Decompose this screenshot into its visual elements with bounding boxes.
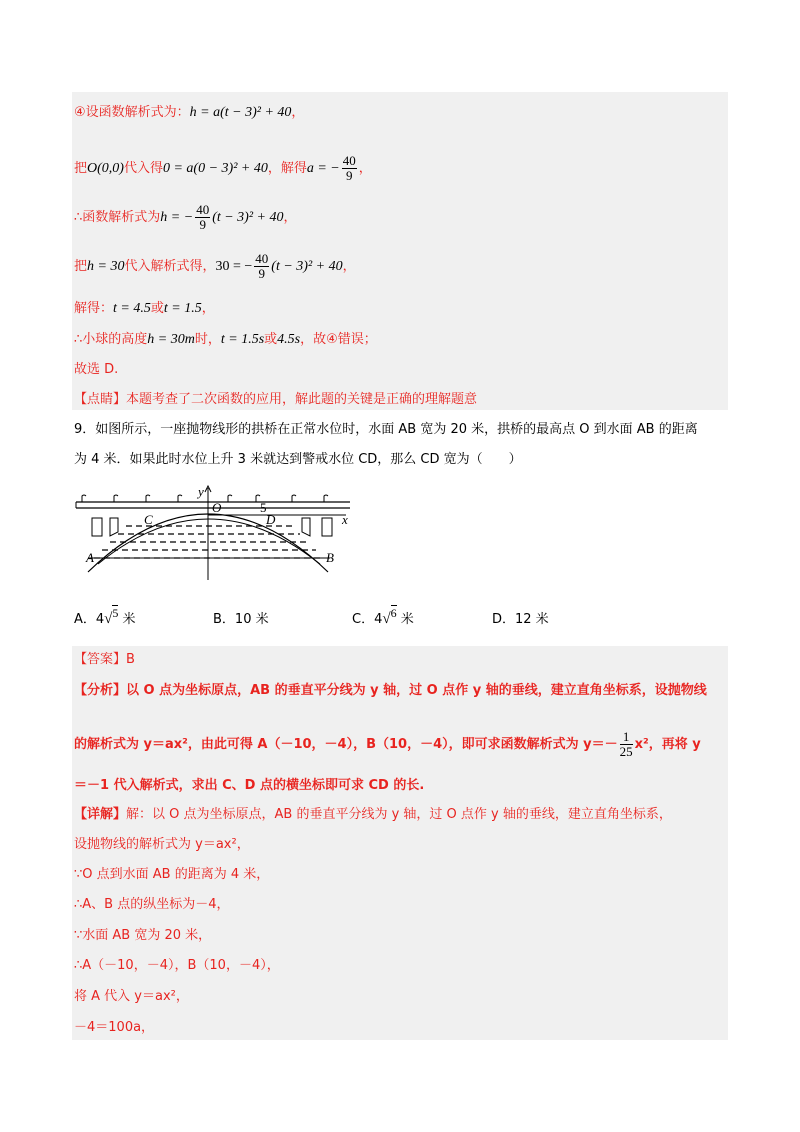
numerator: 40 — [196, 202, 210, 217]
solution-line-10: 故选 D. — [74, 362, 119, 377]
detail-line-3: ∴A、B 点的纵坐标为－4， — [74, 897, 230, 912]
key-point-tag: 【点睛】 — [74, 392, 127, 407]
text: ， — [291, 105, 305, 120]
radicand: 6 — [390, 606, 397, 620]
option-c[interactable] — [352, 608, 414, 628]
sqrt: √5 — [104, 606, 119, 627]
key-point-line — [74, 391, 477, 409]
analysis-line-3: ＝－1 代入解析式，求出 C、D 点的横坐标即可求 CD 的长. — [74, 778, 425, 793]
formula: h = a(t − 3)² + 40 — [189, 105, 292, 120]
answer-line — [74, 651, 135, 669]
label-5: 5 — [260, 500, 267, 515]
text: ，故④错误； — [300, 332, 377, 347]
analysis-text: 以 O 点为坐标原点，AB 的垂直平分线为 y 轴，过 O 点作 y 轴的垂线，建立直角坐标系，设抛物线 — [126, 683, 707, 698]
formula: t = 1.5s — [220, 332, 265, 347]
solution-line-7 — [74, 250, 356, 284]
formula: h = 30m — [147, 332, 195, 347]
text: 解得： — [74, 301, 114, 316]
text: 或 — [150, 301, 164, 316]
option-c-label: C．4 — [352, 612, 383, 627]
detail-line-5: ∴A（－10，－4），B（10，－4）， — [74, 958, 280, 973]
question-line-2: 为 4 米．如果此时水位上升 3 米就达到警戒水位 CD，那么 CD 宽为（ ） — [74, 452, 522, 467]
fraction — [620, 730, 633, 759]
text: ， — [342, 259, 356, 274]
bridge-piers — [92, 518, 332, 536]
label-B: B — [326, 550, 334, 565]
lamp-posts — [82, 495, 328, 502]
fraction — [195, 203, 210, 232]
text: 代入得 — [123, 161, 163, 176]
solution-line-4 — [74, 104, 304, 122]
denominator: 9 — [346, 168, 353, 183]
text: 把 — [74, 161, 88, 176]
formula: t = 1.5 — [163, 301, 202, 316]
option-a-label: A．4 — [74, 612, 105, 627]
formula: (t − 3)² + 40 — [271, 259, 343, 274]
option-a[interactable] — [74, 608, 136, 628]
solution-line-8 — [74, 300, 215, 318]
solution-line-9 — [74, 331, 377, 349]
text: 把 — [74, 259, 88, 274]
solution-line-5 — [74, 152, 372, 186]
detail-line-6: 将 A 代入 y＝ax²， — [74, 989, 189, 1004]
detail-line-1: 设抛物线的解析式为 y＝ax²， — [74, 837, 250, 852]
detail-line-7: －4＝100a， — [74, 1020, 155, 1035]
text: ， — [283, 210, 297, 225]
label-O: O — [212, 500, 222, 515]
bridge-figure — [70, 484, 370, 584]
label-x: x — [342, 512, 348, 527]
option-b[interactable]: B．10 米 — [213, 612, 269, 627]
text: 或 — [264, 332, 278, 347]
fraction — [254, 252, 269, 281]
numerator: 40 — [255, 251, 269, 266]
label-C: C — [144, 512, 153, 527]
formula: 4.5s — [277, 332, 301, 347]
text: 时， — [194, 332, 221, 347]
formula: 30 = − — [215, 259, 253, 274]
numerator: 1 — [620, 730, 633, 745]
detail-line-4: ∵水面 AB 宽为 20 米， — [74, 928, 212, 943]
analysis-text: 的解析式为 y＝ax²，由此可得 A（－10，－4），B（10，－4），即可求函数解析式为 y＝－ — [74, 737, 618, 752]
text: ∴小球的高度 — [74, 332, 148, 347]
text: 代入解析式得， — [124, 259, 216, 274]
option-a-unit: 米 — [122, 612, 136, 627]
analysis-text: x²，再将 y — [634, 737, 701, 752]
radicand: 5 — [112, 606, 119, 620]
option-c-unit: 米 — [400, 612, 414, 627]
formula: O(0,0) — [87, 161, 124, 176]
denominator: 25 — [619, 744, 633, 759]
formula: (t − 3)² + 40 — [212, 210, 284, 225]
formula: a = − — [306, 161, 340, 176]
question-line-1: 9．如图所示，一座抛物线形的拱桥在正常水位时，水面 AB 宽为 20 米，拱桥的最高点 O 到水面 AB 的距离 — [74, 422, 698, 437]
formula: t = 4.5 — [113, 301, 151, 316]
text: ， — [358, 161, 372, 176]
label-A: A — [86, 550, 94, 565]
denominator: 9 — [258, 266, 266, 281]
analysis-line-1 — [74, 682, 707, 700]
sqrt: √6 — [382, 606, 397, 627]
text: ∴函数解析式为 — [74, 210, 161, 225]
formula: 0 = a(0 − 3)² + 40 — [162, 161, 268, 176]
text: ④设函数解析式为： — [74, 105, 190, 120]
analysis-line-2 — [74, 728, 701, 762]
detail-line-2: ∵O 点到水面 AB 的距离为 4 米， — [74, 867, 270, 882]
denominator: 9 — [199, 217, 206, 232]
formula: h = 30 — [87, 259, 125, 274]
label-y: y — [198, 484, 204, 499]
text: ，解得 — [267, 161, 307, 176]
option-d[interactable]: D．12 米 — [492, 612, 549, 627]
fraction — [342, 154, 357, 183]
text: ， — [201, 301, 215, 316]
detail-line-0 — [74, 806, 672, 824]
answer-value: B — [126, 652, 135, 667]
answer-tag: 【答案】 — [74, 652, 127, 667]
label-D: D — [266, 512, 276, 527]
solution-line-6 — [74, 201, 297, 235]
detail-tag: 【详解】 — [74, 807, 127, 822]
numerator: 40 — [342, 153, 356, 168]
formula: h = − — [160, 210, 194, 225]
analysis-tag: 【分析】 — [74, 683, 127, 698]
key-point-text: 本题考查了二次函数的应用，解此题的关键是正确的理解题意 — [126, 392, 478, 407]
detail-text: 解：以 O 点为坐标原点，AB 的垂直平分线为 y 轴，过 O 点作 y 轴的垂线，建立直角坐标系， — [126, 807, 672, 822]
